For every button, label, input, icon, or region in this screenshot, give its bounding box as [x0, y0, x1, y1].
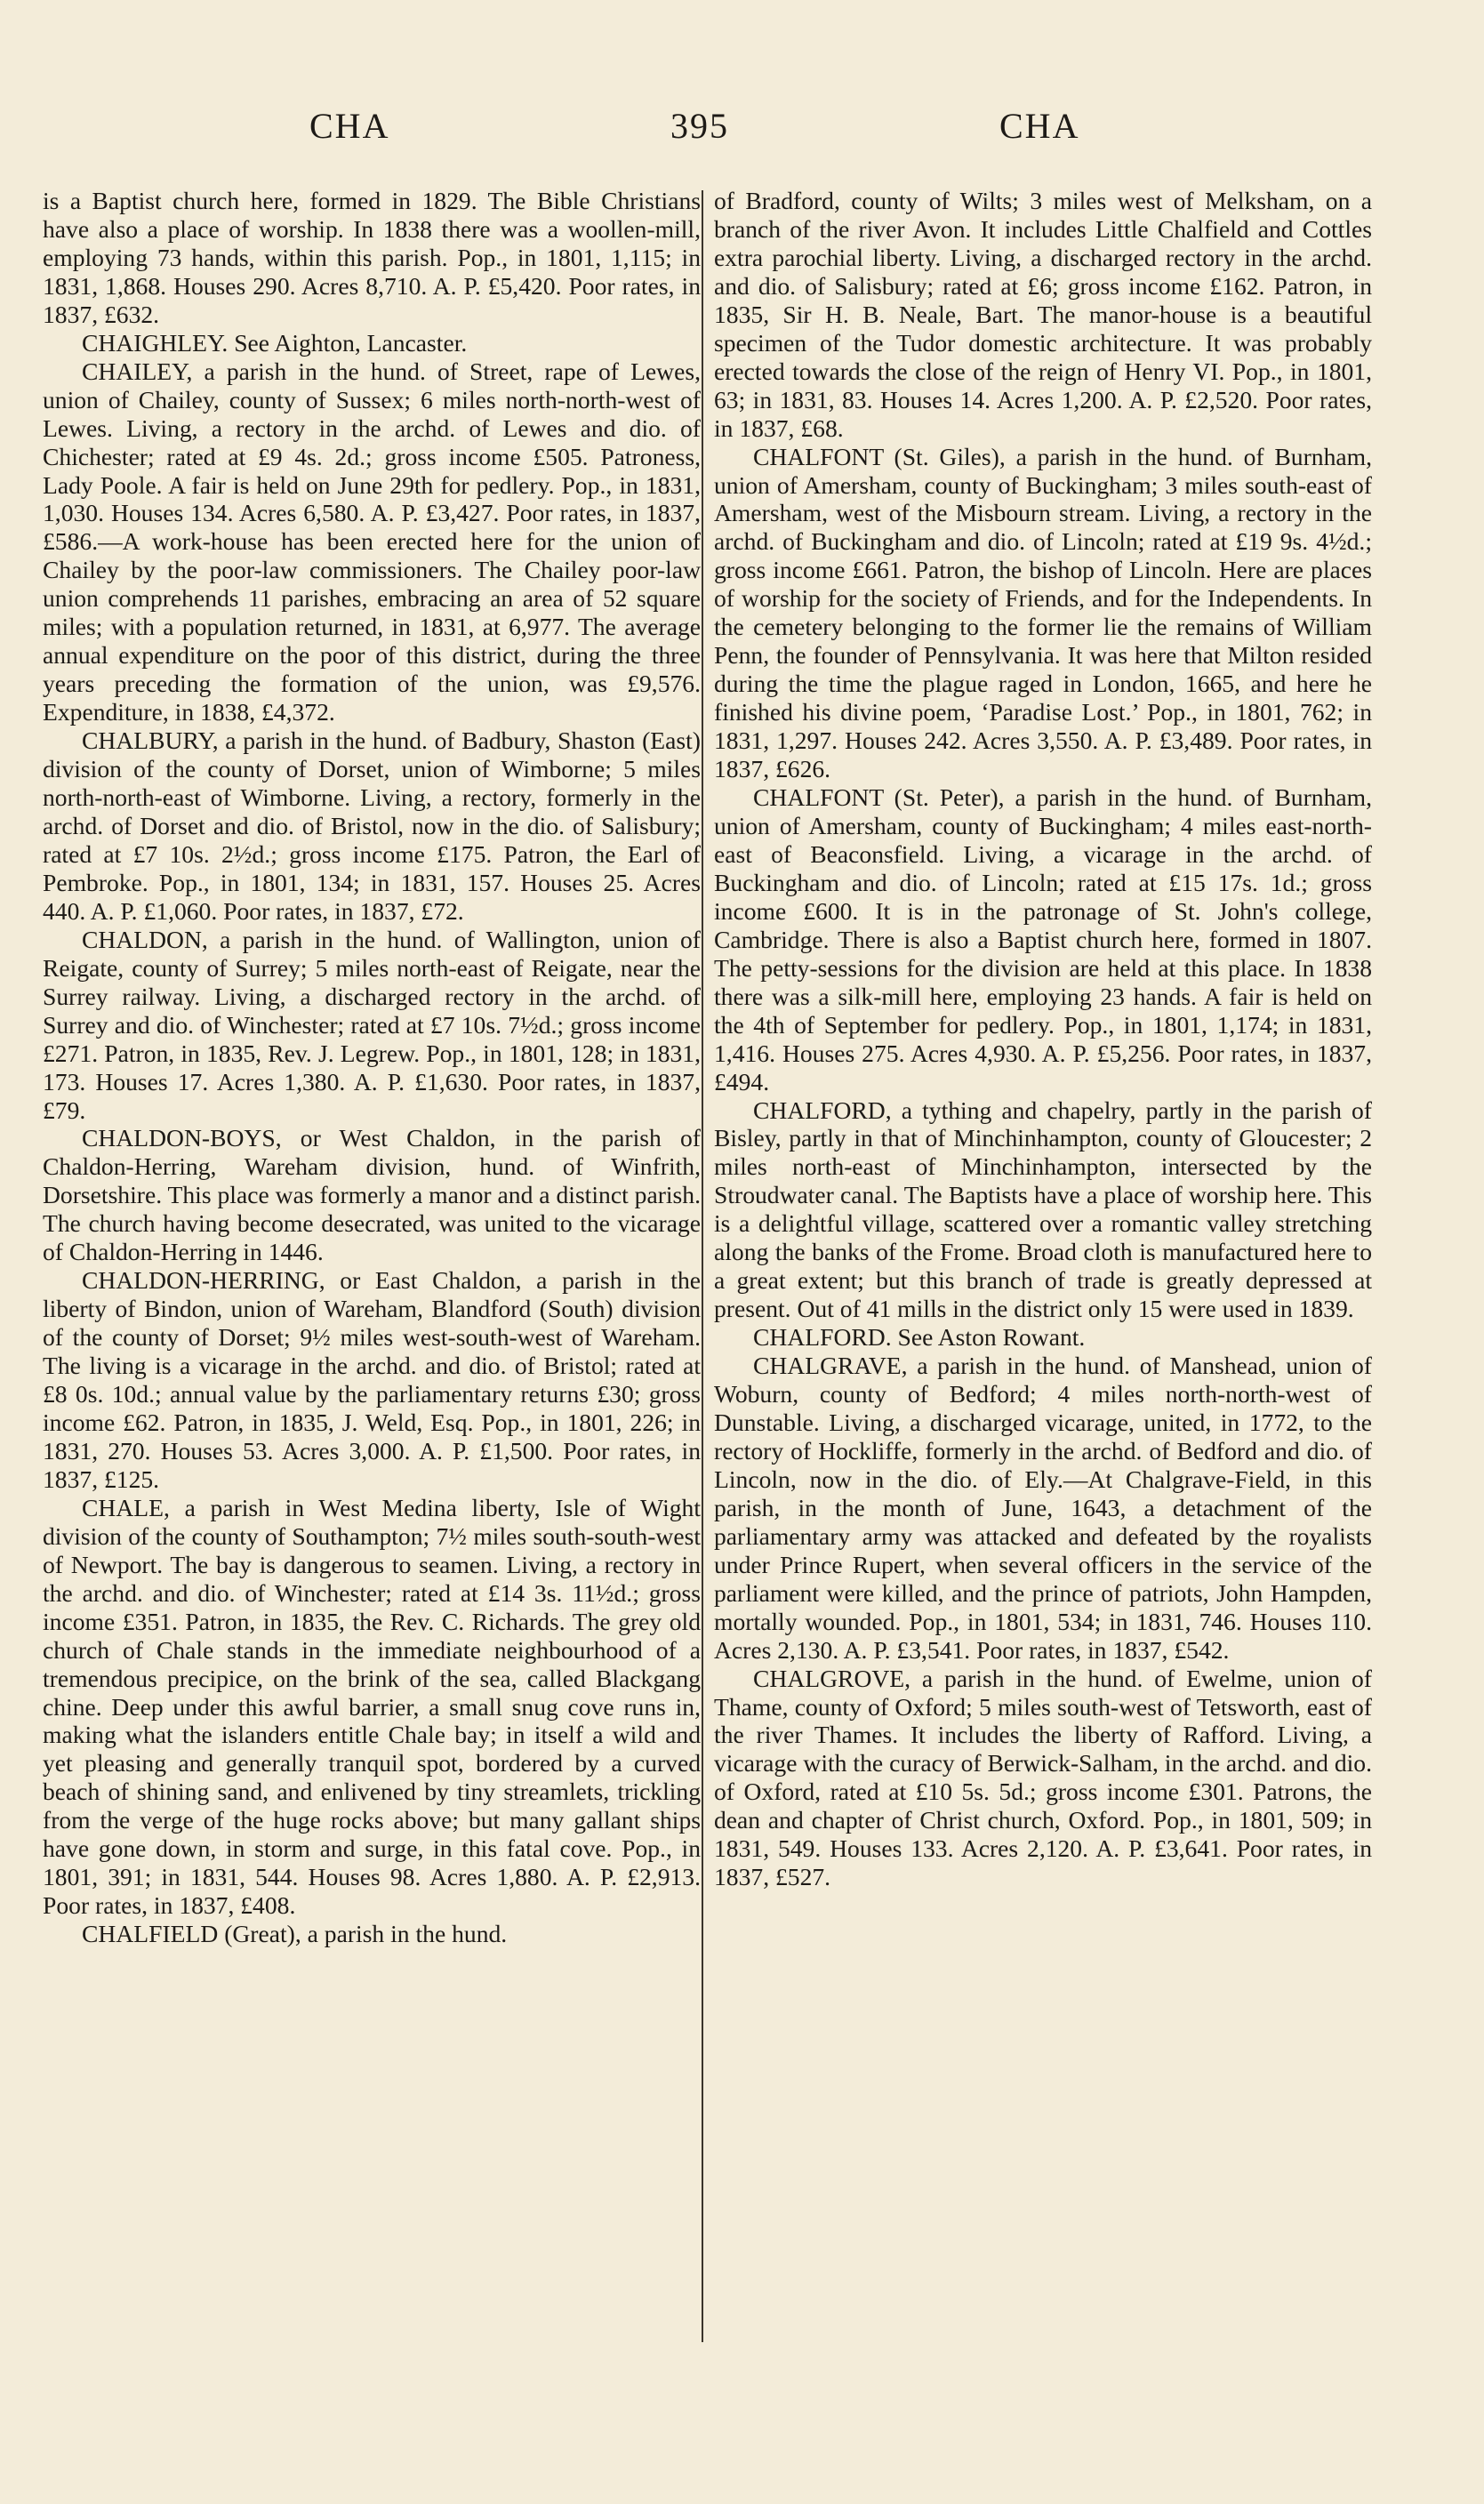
entry-headword: CHALE,: [82, 1493, 170, 1521]
entry-text: See Aighton, Lancaster.: [228, 328, 468, 357]
entry-headword: CHALDON-BOYS,: [82, 1124, 282, 1152]
gazetteer-entry: [43, 329, 701, 357]
right-column: [714, 187, 1372, 1891]
gazetteer-entry: [43, 1494, 701, 1920]
entry-text: (St. Peter), a parish in the hund. of Burnham, union of Amersham, county of Buckingham; 4 miles east-north-east of Beaconsfield. Living, a vicarage in the archd. of Buckingham and dio. of Lincoln; rated at £15 17s. 1d.; gross income £600. It is in the patronage of St. John's college, Cambridge. There is also a Baptist church here, formed in 1807. The petty-sessions for the division are held at this place. In 1838 there was a silk-mill here, employing 23 hands. A fair is held on the 4th of September for pedlery. Pop., in 1801, 1,174; in 1831, 1,416. Houses 275. Acres 4,930. A. P. £5,256. Poor rates, in 1837, £494.: [714, 783, 1372, 1096]
gazetteer-entry: [714, 443, 1372, 783]
entry-text: a tything and chapelry, partly in the parish of Bisley, partly in that of Minchinhampton, county of Gloucester; 2 miles north-east of Minchinhampton, intersected by the Stroudwater canal. The Baptists have a place of worship here. This is a delightful village, scattered over a romantic valley stretching along the banks of the Frome. Broad cloth is manufactured here to a great extent; but this branch of trade is greatly depressed at present. Out of 41 mills in the district only 15 were used in 1839.: [714, 1096, 1372, 1323]
left-column: [43, 187, 701, 1948]
entry-text: a parish in the hund. of Wallington, union of Reigate, county of Surrey; 5 miles north-east of Reigate, near the Surrey railway. Living, a discharged rectory in the archd. of Surrey and dio. of Winchester; rated at £7 10s. 7½d.; gross income £271. Patron, in 1835, Rev. J. Legrew. Pop., in 1801, 128; in 1831, 173. Houses 17. Acres 1,380. A. P. £1,630. Poor rates, in 1837, £79.: [43, 925, 701, 1124]
gazetteer-entry: [43, 187, 701, 329]
entry-text: (Great), a parish in the hund.: [218, 1920, 508, 1948]
entry-headword: CHALFORD,: [753, 1096, 892, 1124]
gazetteer-entry: [714, 187, 1372, 443]
entry-headword: CHALFONT: [753, 783, 884, 812]
entry-text: a parish in the hund. of Street, rape of Lewes, union of Chailey, county of Sussex; 6 miles north-north-west of Lewes. Living, a rectory in the archd. of Lewes and dio. of Chichester; rated at £9 4s. 2d.; gross income £505. Patroness, Lady Poole. A fair is held on June 29th for pedlery. Pop., in 1831, 1,030. Houses 134. Acres 6,580. A. P. £3,427. Poor rates, in 1837, £586.—A work-house has been erected here for the union of Chailey by the poor-law commissioners. The Chailey poor-law union comprehends 11 parishes, embracing an area of 52 square miles; with a population returned, in 1831, at 6,977. The average annual expenditure on the poor of this district, during the three years preceding the formation of the union, was £9,576. Expenditure, in 1838, £4,372.: [43, 357, 701, 726]
entry-text: or East Chaldon, a parish in the liberty of Bindon, union of Wareham, Blandford (South) division of the county of Dorset; 9½ miles west-south-west of Wareham. The living is a vicarage in the archd. and dio. of Bristol; rated at £8 0s. 10d.; annual value by the parliamentary returns £30; gross income £62. Patron, in 1835, J. Weld, Esq. Pop., in 1801, 226; in 1831, 270. Houses 53. Acres 3,000. A. P. £1,500. Poor rates, in 1837, £125.: [43, 1266, 701, 1493]
page-number: 395: [670, 106, 729, 146]
gazetteer-entry: [714, 1096, 1372, 1324]
entry-headword: CHALDON-HERRING,: [82, 1266, 325, 1295]
gazetteer-entry: [43, 357, 701, 726]
gazetteer-entry: [714, 1352, 1372, 1664]
entry-headword: CHALGROVE,: [753, 1664, 911, 1692]
header-left-guideword: CHA: [309, 106, 390, 146]
entry-text: is a Baptist church here, formed in 1829. The Bible Christians have also a place of worship. In 1838 there was a woollen-mill, employing 73 hands, within this parish. Pop., in 1801, 1,115; in 1831, 1,868. Houses 290. Acres 8,710. A. P. £5,420. Poor rates, in 1837, £632.: [43, 187, 701, 328]
gazetteer-entry: [714, 783, 1372, 1096]
entry-text: a parish in the hund. of Badbury, Shaston (East) division of the county of Dorset, union of Wimborne; 5 miles north-north-east of Wimborne. Living, a rectory, formerly in the archd. of Dorset and dio. of Bristol, now in the dio. of Salisbury; rated at £7 10s. 2½d.; gross income £175. Patron, the Earl of Pembroke. Pop., in 1801, 134; in 1831, 157. Houses 25. Acres 440. A. P. £1,060. Poor rates, in 1837, £72.: [43, 726, 701, 925]
column-divider: [702, 190, 703, 2342]
entry-text: a parish in the hund. of Ewelme, union of Thame, county of Oxford; 5 miles south-west of Tetsworth, east of the river Thames. It includes the liberty of Rafford. Living, a vicarage with the curacy of Berwick-Salham, in the archd. and dio. of Oxford, rated at £10 5s. 5d.; gross income £301. Patrons, the dean and chapter of Christ church, Oxford. Pop., in 1801, 509; in 1831, 549. Houses 133. Acres 2,120. A. P. £3,641. Poor rates, in 1837, £527.: [714, 1664, 1372, 1891]
entry-headword: CHALFONT: [753, 442, 884, 470]
entry-headword: CHAIGHLEY.: [82, 328, 229, 357]
entry-headword: CHALGRAVE,: [753, 1352, 908, 1380]
entry-headword: CHALBURY,: [82, 726, 219, 755]
entry-headword: CHALFIELD: [82, 1920, 219, 1948]
gazetteer-entry: [43, 726, 701, 926]
running-header: [0, 105, 1484, 158]
entry-headword: CHALFORD.: [753, 1323, 892, 1352]
entry-text: (St. Giles), a parish in the hund. of Burnham, union of Amersham, county of Buckingham; 3 miles south-east of Amersham, west of the Misbourn stream. Living, a rectory in the archd. of Buckingham and dio. of Lincoln; rated at £19 9s. 4½d.; gross income £661. Patron, the bishop of Lincoln. Here are places of worship for the society of Friends, and for the Independents. In the cemetery belonging to the former lie the remains of William Penn, the founder of Pennsylvania. It was here that Milton resided during the time the plague raged in London, 1665, and here he finished his divine poem, ‘Paradise Lost.’ Pop., in 1801, 762; in 1831, 1,297. Houses 242. Acres 3,550. A. P. £3,489. Poor rates, in 1837, £626.: [714, 442, 1372, 783]
entry-headword: CHAILEY,: [82, 357, 193, 385]
entry-text: or West Chaldon, in the parish of Chaldon-Herring, Wareham division, hund. of Winfrith, Dorsetshire. This place was formerly a manor and a distinct parish. The church having become desecrated, was united to the vicarage of Chaldon-Herring in 1446.: [43, 1124, 701, 1266]
entry-headword: CHALDON,: [82, 925, 208, 953]
entry-text: of Bradford, county of Wilts; 3 miles west of Melksham, on a branch of the river Avon. It includes Little Chalfield and Cottles extra parochial liberty. Living, a discharged rectory in the archd. and dio. of Salisbury; rated at £6; gross income £162. Patron, in 1835, Sir H. B. Neale, Bart. The manor-house is a beautiful specimen of the Tudor domestic architecture. It was probably erected towards the close of the reign of Henry VI. Pop., in 1801, 63; in 1831, 83. Houses 14. Acres 1,200. A. P. £2,520. Poor rates, in 1837, £68.: [714, 187, 1372, 442]
gazetteer-entry: [43, 1124, 701, 1266]
gazetteer-entry: [43, 1920, 701, 1948]
gazetteer-entry: [43, 1266, 701, 1494]
entry-text: See Aston Rowant.: [891, 1323, 1086, 1352]
gazetteer-entry: [43, 926, 701, 1125]
entry-text: a parish in West Medina liberty, Isle of Wight division of the county of Southampton; 7½ miles south-south-west of Newport. The bay is dangerous to seamen. Living, a rectory in the archd. and dio. of Winchester; rated at £14 3s. 11½d.; gross income £351. Patron, in 1835, the Rev. C. Richards. The grey old church of Chale stands in the immediate neighbourhood of a tremendous precipice, on the brink of the sea, called Blackgang chine. Deep under this awful barrier, a small snug cove runs in, making what the islanders entitle Chale bay; in itself a wild and yet pleasing and generally tranquil spot, bordered by a curved beach of shining sand, and enlivened by tiny streamlets, trickling from the verge of the huge rocks above; but many gallant ships have gone down, in storm and surge, in this fatal cove. Pop., in 1801, 391; in 1831, 544. Houses 98. Acres 1,880. A. P. £2,913. Poor rates, in 1837, £408.: [43, 1493, 701, 1920]
gazetteer-entry: [714, 1665, 1372, 1892]
entry-text: a parish in the hund. of Manshead, union of Woburn, county of Bedford; 4 miles north-north-west of Dunstable. Living, a discharged vicarage, united, in 1772, to the rectory of Hockliffe, formerly in the archd. of Bedford and dio. of Lincoln, now in the dio. of Ely.—At Chalgrave-Field, in this parish, in the month of June, 1643, a detachment of the parliamentary army was attacked and defeated by the royalists under Prince Rupert, when several officers in the service of the parliament were killed, and the prince of patriots, John Hampden, mortally wounded. Pop., in 1801, 534; in 1831, 746. Houses 110. Acres 2,130. A. P. £3,541. Poor rates, in 1837, £542.: [714, 1352, 1372, 1664]
gazetteer-entry: [714, 1323, 1372, 1352]
header-right-guideword: CHA: [999, 106, 1080, 146]
